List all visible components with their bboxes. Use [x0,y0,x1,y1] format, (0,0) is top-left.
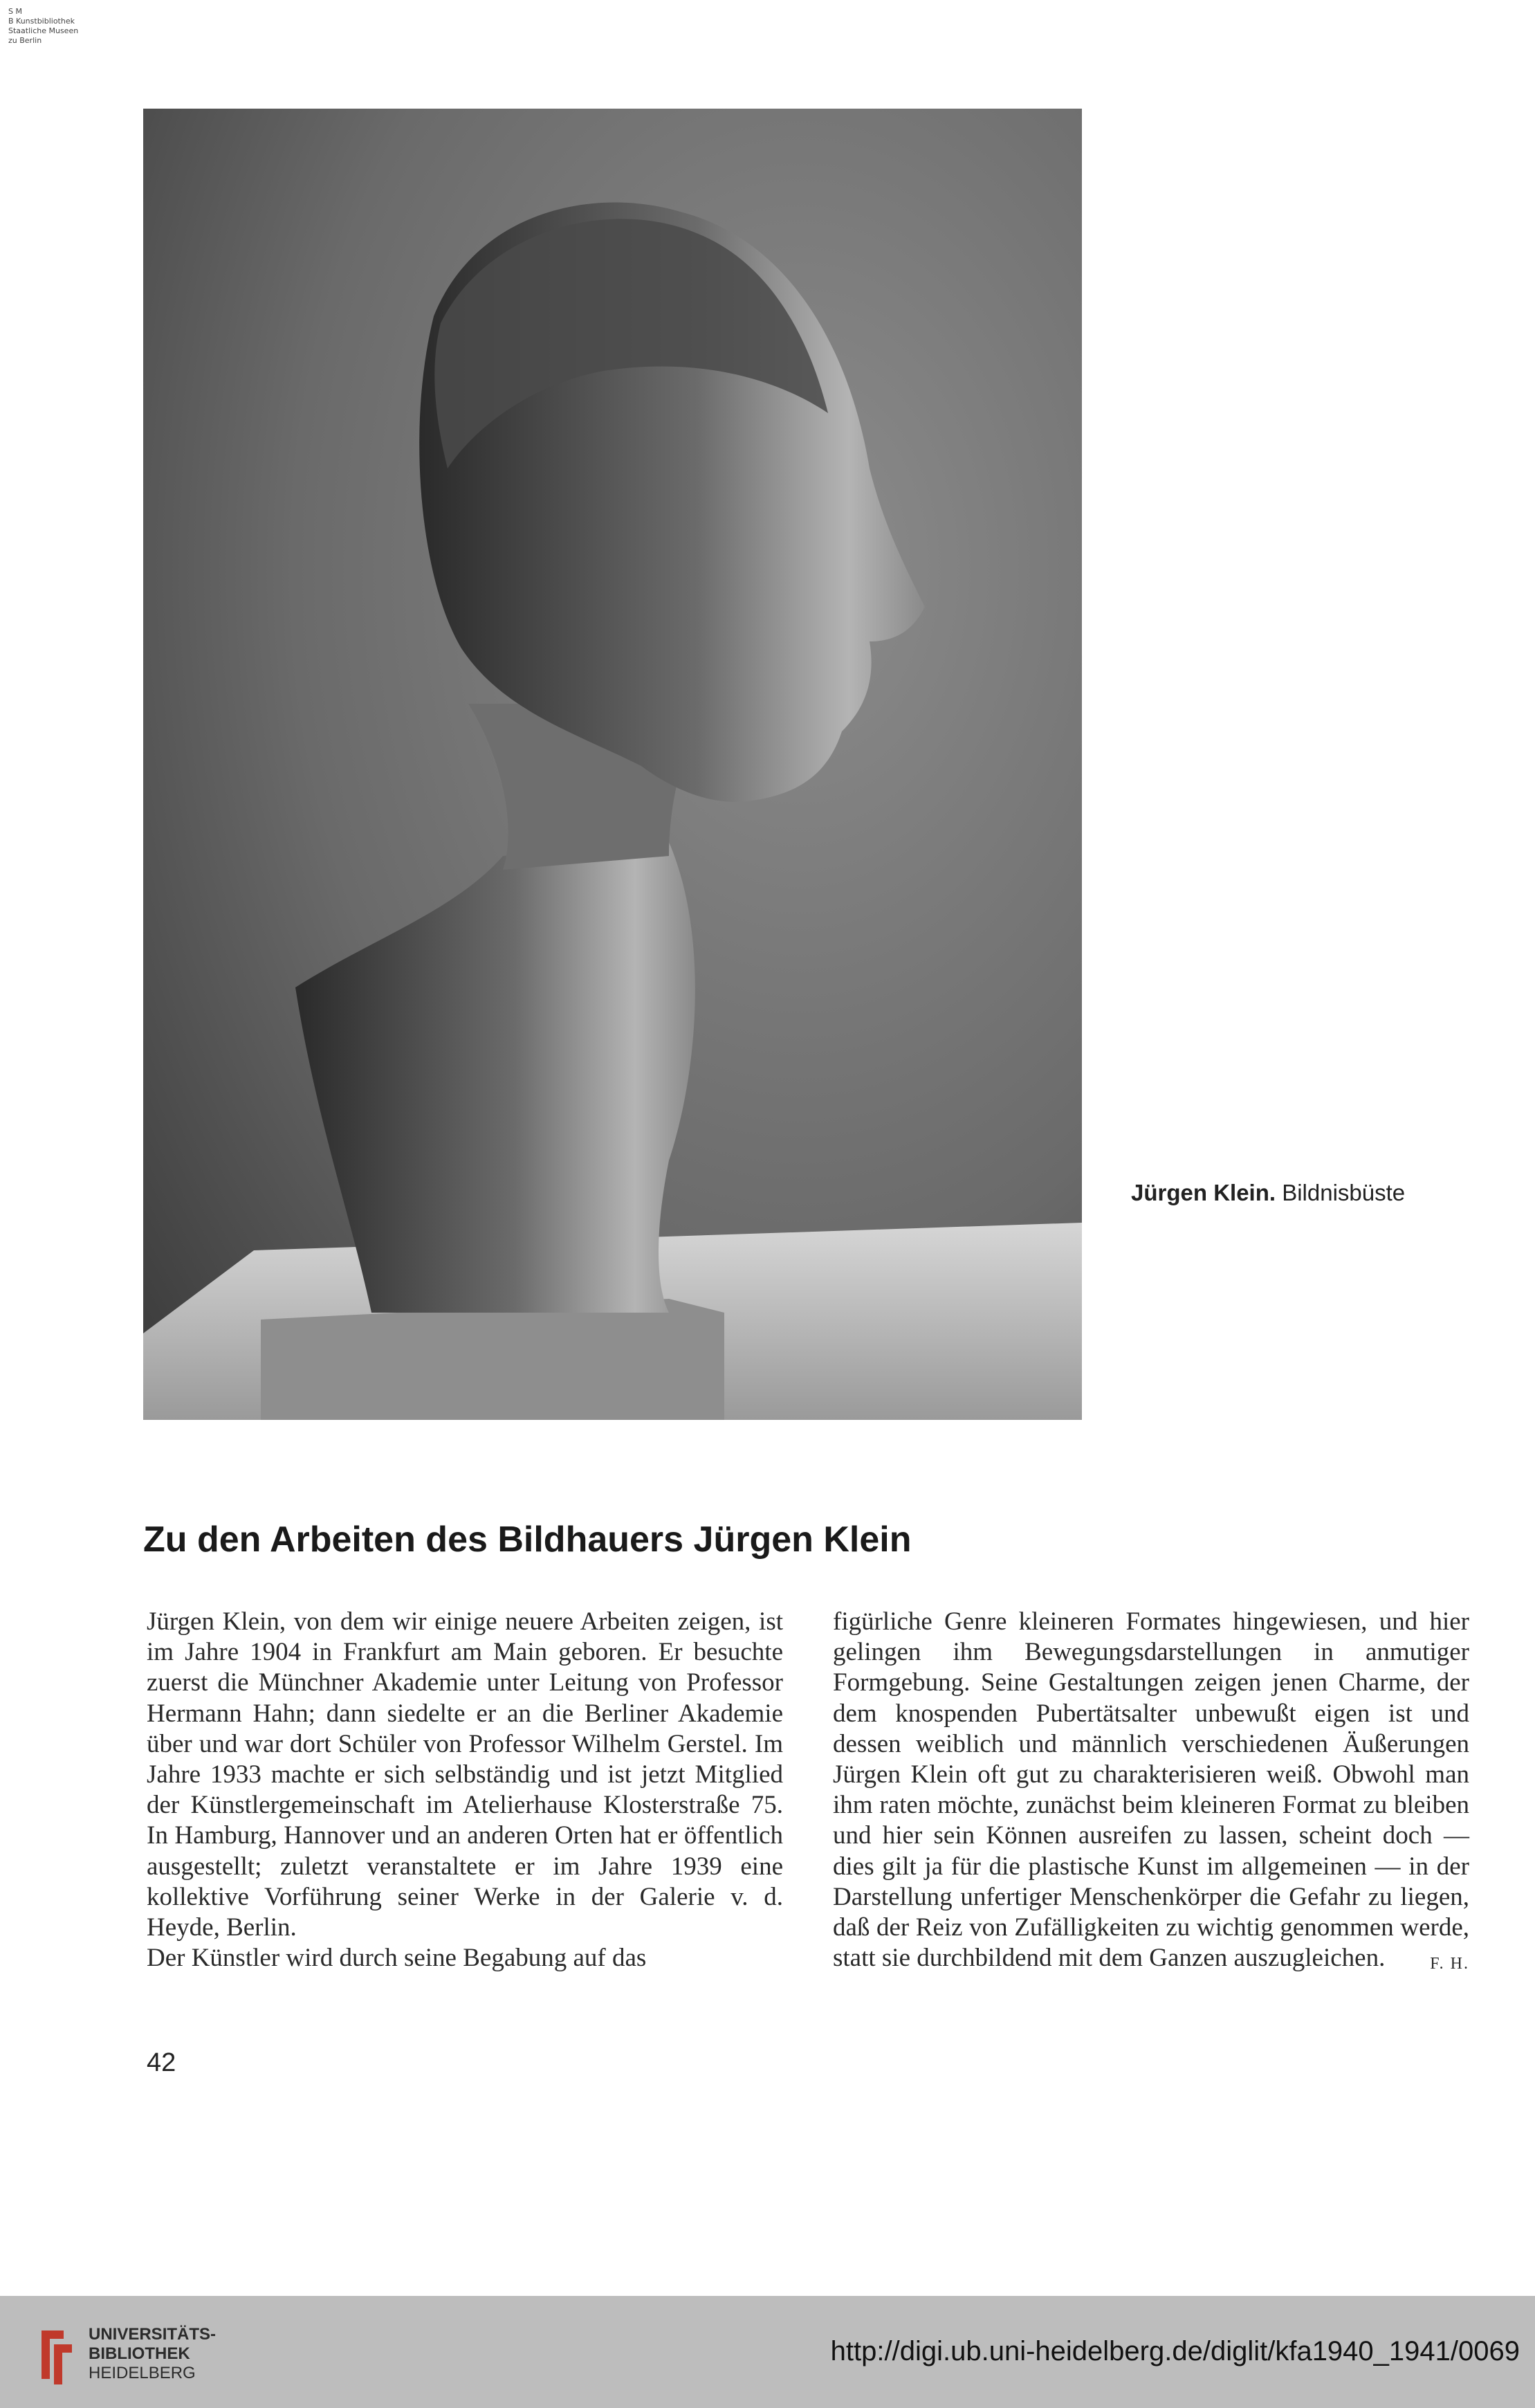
library-stamp [8,7,78,46]
article-column-right [833,1607,1469,1979]
library-name [89,2325,216,2383]
library-name-line: HEIDELBERG [89,2364,196,2382]
digitization-footer [0,2296,1535,2408]
caption-text: Bildnisbüste [1282,1180,1406,1205]
photo-caption [1131,1180,1405,1206]
stamp-line: Staatliche Museen [8,26,79,35]
stamp-line: S M [8,7,22,16]
paragraph [833,1607,1469,1973]
source-url-link[interactable]: http://digi.ub.uni-heidelberg.de/diglit/kfa1940_1941/0069 [830,2336,1520,2366]
sculpture-photo [143,109,1082,1420]
caption-name: Jürgen Klein. [1131,1180,1276,1205]
library-name-line: UNIVERSITÄTS- [89,2325,217,2344]
author-initials: F. H. [1430,1955,1469,1973]
stamp-line: B Kunstbibliothek [8,17,75,26]
article-column-left [147,1607,783,1973]
stamp-line: zu Berlin [8,36,42,45]
bust-sculpture-icon [143,109,1082,1420]
library-name-line: BIBLIOTHEK [89,2344,190,2363]
page-number: 42 [147,2048,176,2077]
paragraph-text: figürliche Genre kleineren Formates hingewiesen, und hier gelingen ihm Bewegungsdarstellungen in anmutiger Formgebung. Seine Gestaltungen zeigen jenen Charme, der dem knospenden Pubertätsalter unbewußt eigen ist und dessen weiblich und männlich verschiedenen Äußerungen Jürgen Klein oft gut zu charakterisieren weiß. Obwohl man ihm raten möchte, zunächst beim kleineren Format zu bleiben und hier sein Können ausreifen zu lassen, scheint doch — dies gilt ja für die plastische Kunst im allgemeinen — in der Darstellung unfertiger Menschenkörper die Gefahr zu liegen, daß der Reiz von Zufälligkeiten zu wichtig genommen werde, statt sie durchbildend mit dem Ganzen auszugleichen. [833,1607,1469,1973]
paragraph: Der Künstler wird durch seine Begabung auf das [147,1944,647,1973]
library-logo-icon [36,2324,77,2386]
paragraph: Jürgen Klein, von dem wir einige neuere Arbeiten zeigen, ist im Jahre 1904 in Frankfurt am Main geboren. Er besuchte zuerst die Münchner Akademie unter Leitung von Professor Hermann Hahn; dann siedelte er an die Berliner Akademie über und war dort Schüler von Professor Wilhelm Gerstel. Im Jahre 1933 machte er sich selbständig und ist jetzt Mitglied der Künstlergemeinschaft im Atelierhause Klosterstraße 75. In Hamburg, Hannover und an anderen Orten hat er öffentlich ausgestellt; zuletzt veranstaltete er im Jahre 1939 eine kollektive Vorführung seiner Werke in der Galerie v. d. Heyde, Berlin. [147,1607,783,1942]
article-title: Zu den Arbeiten des Bildhauers Jürgen Klein [143,1520,912,1560]
